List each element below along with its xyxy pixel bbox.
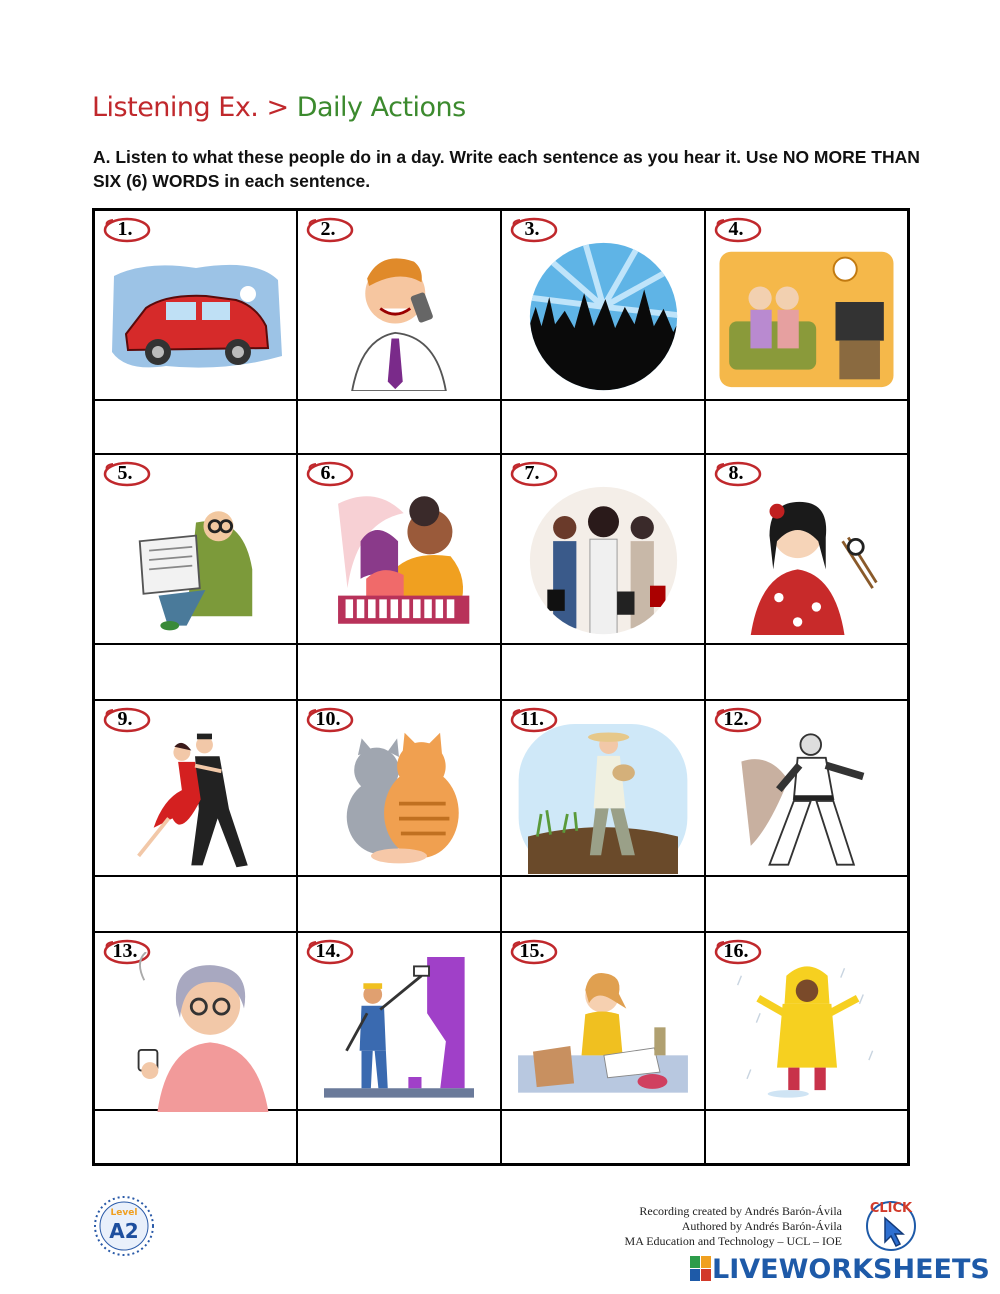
farmer-sowing-icon: [512, 729, 694, 869]
answer-input[interactable]: [95, 1111, 296, 1165]
answer-input[interactable]: [502, 1111, 704, 1165]
eating-sushi-icon: [716, 483, 897, 637]
answer-cell: [298, 401, 502, 455]
answer-cell: [502, 401, 706, 455]
picture-cell: [298, 211, 502, 401]
answer-input[interactable]: [298, 401, 500, 453]
item-number: [306, 707, 350, 731]
answer-cell: [502, 877, 706, 933]
reading-newspaper-icon: [105, 483, 286, 637]
answer-cell: [298, 877, 502, 933]
phone-call-icon: [308, 239, 490, 393]
item-number: [714, 217, 758, 241]
item-number-label: 5.: [117, 462, 133, 484]
liveworksheets-logo: [690, 1252, 990, 1286]
picture-cell: [706, 455, 907, 645]
item-number-label: 10.: [315, 708, 341, 730]
item-number: [714, 461, 758, 485]
item-number: [103, 217, 147, 241]
picture-cell: [502, 455, 706, 645]
answer-cell: [706, 645, 907, 701]
picture-cell: [502, 933, 706, 1111]
answer-input[interactable]: [502, 645, 704, 699]
item-number: [510, 939, 554, 963]
answer-input[interactable]: [706, 1111, 907, 1165]
answer-input[interactable]: [95, 877, 296, 931]
shopping-women-icon: [512, 483, 694, 637]
answer-input[interactable]: [706, 401, 907, 453]
answer-input[interactable]: [95, 401, 296, 453]
item-number: [510, 217, 554, 241]
picture-cell: [298, 701, 502, 877]
grandma-coffee-icon: [105, 961, 286, 1103]
item-number-label: 1.: [117, 218, 133, 240]
title-section: Listening Ex. >: [92, 92, 289, 123]
picture-cell: [706, 211, 907, 401]
item-number-label: 14.: [315, 940, 341, 962]
answer-cell: [706, 877, 907, 933]
answer-cell: [706, 1111, 907, 1165]
item-number-label: 8.: [728, 462, 744, 484]
answer-input[interactable]: [298, 1111, 500, 1165]
cats-hugging-icon: [308, 729, 490, 869]
answer-cell: [95, 1111, 298, 1165]
picture-cell: [95, 211, 298, 401]
dancing-tango-icon: [105, 729, 286, 869]
answer-cell: [95, 645, 298, 701]
answer-cell: [502, 1111, 706, 1165]
answer-cell: [298, 645, 502, 701]
answer-input[interactable]: [298, 645, 500, 699]
item-number-label: 9.: [117, 708, 133, 730]
picture-cell: [298, 933, 502, 1111]
item-number-label: 11.: [520, 708, 544, 730]
elderly-watching-tv-icon: [716, 239, 897, 393]
child-in-rain-icon: [716, 961, 897, 1103]
item-number: [103, 461, 147, 485]
playing-piano-icon: [308, 483, 490, 637]
level-badge: [92, 1194, 156, 1258]
picture-cell: [502, 701, 706, 877]
picture-cell: [502, 211, 706, 401]
credit-line: Recording created by Andrés Barón-Ávila: [639, 1204, 842, 1218]
level-word: Level: [110, 1208, 138, 1218]
click-logo: [858, 1196, 924, 1252]
picture-cell: [298, 455, 502, 645]
exercise-grid: [92, 208, 910, 1166]
item-number-label: 4.: [728, 218, 744, 240]
picture-cell: [706, 933, 907, 1111]
credit-line: Authored by Andrés Barón-Ávila: [681, 1219, 842, 1233]
item-number-label: 2.: [320, 218, 336, 240]
instructions: A. Listen to what these people do in a day. Write each sentence as you hear it. Use NO MORE THAN SIX (6) WORDS in each sentence.: [93, 147, 920, 191]
answer-input[interactable]: [502, 877, 704, 931]
picture-cell: [95, 701, 298, 877]
concert-crowd-icon: [512, 239, 694, 393]
item-number: [306, 217, 350, 241]
worksheet-title: [92, 92, 466, 123]
credit-line: MA Education and Technology – UCL – IOE: [624, 1234, 842, 1248]
picture-cell: [95, 455, 298, 645]
item-number-label: 13.: [112, 940, 138, 962]
click-logo-text: CLICK: [869, 1201, 913, 1216]
liveworksheets-badge-icon: [690, 1256, 712, 1282]
answer-cell: [502, 645, 706, 701]
answer-input[interactable]: [298, 877, 500, 931]
family-car-icon: [105, 239, 286, 393]
item-number: [510, 461, 554, 485]
answer-cell: [95, 401, 298, 455]
item-number-label: 6.: [320, 462, 336, 484]
answer-cell: [298, 1111, 502, 1165]
girl-studying-icon: [512, 961, 694, 1103]
level-text: A2: [109, 1219, 139, 1243]
answer-cell: [706, 401, 907, 455]
answer-input[interactable]: [95, 645, 296, 699]
answer-input[interactable]: [502, 401, 704, 453]
answer-input[interactable]: [706, 877, 907, 931]
liveworksheets-text: LIVEWORKSHEETS: [712, 1253, 990, 1285]
item-number-label: 7.: [524, 462, 540, 484]
answer-cell: [95, 877, 298, 933]
picture-cell: [706, 701, 907, 877]
answer-input[interactable]: [706, 645, 907, 699]
picture-cell: [95, 933, 298, 1111]
item-number-label: 16.: [723, 940, 749, 962]
item-number-label: 12.: [723, 708, 749, 730]
item-number: [306, 461, 350, 485]
item-number-label: 15.: [519, 940, 545, 962]
title-topic: Daily Actions: [296, 92, 466, 123]
painting-wall-icon: [308, 961, 490, 1103]
karate-icon: [716, 729, 897, 869]
credits: [625, 1204, 842, 1249]
item-number-label: 3.: [524, 218, 540, 240]
